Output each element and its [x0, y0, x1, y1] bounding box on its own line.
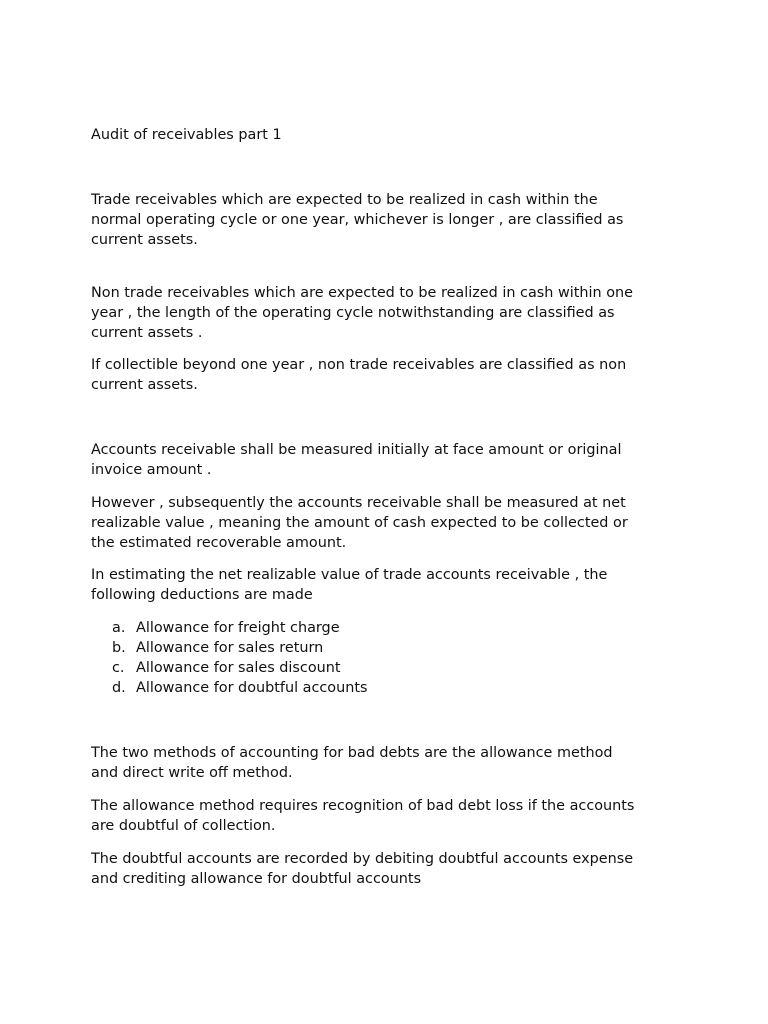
list-item-text: Allowance for doubtful accounts: [136, 680, 368, 696]
paragraph-bad-debt-methods: The two methods of accounting for bad debts are the allowance method and direct write off method.: [91, 745, 613, 781]
paragraph-collectible-beyond-one-year: If collectible beyond one year , non trade receivables are classified as non current assets.: [91, 357, 627, 393]
paragraph-initial-measurement: Accounts receivable shall be measured initially at face amount or original invoice amount .: [91, 442, 622, 478]
paragraph-allowance-method: The allowance method requires recognition of bad debt loss if the accounts are doubtful of collection.: [91, 798, 635, 834]
paragraph-trade-receivables: Trade receivables which are expected to be realized in cash within the normal operating cycle or one year, whichever is longer , are classified as current assets.: [91, 192, 624, 248]
list-marker: d.: [112, 680, 126, 696]
list-marker: c.: [112, 660, 125, 676]
list-item-text: Allowance for sales discount: [136, 660, 341, 676]
list-item-text: Allowance for freight charge: [136, 620, 340, 636]
list-item: [112, 638, 632, 658]
document-title: Audit of receivables part 1: [91, 127, 282, 143]
list-item: [112, 678, 632, 698]
deductions-list: [112, 618, 632, 698]
list-item: [112, 658, 632, 678]
list-item-text: Allowance for sales return: [136, 640, 324, 656]
paragraph-non-trade-receivables: Non trade receivables which are expected to be realized in cash within one year , the length of the operating cycle notwithstanding are classified as current assets .: [91, 285, 633, 341]
list-item: [112, 618, 632, 638]
list-marker: a.: [112, 620, 126, 636]
paragraph-recording-doubtful-accounts: The doubtful accounts are recorded by debiting doubtful accounts expense and crediting allowance for doubtful accounts: [91, 851, 634, 887]
list-marker: b.: [112, 640, 126, 656]
paragraph-subsequent-measurement: However , subsequently the accounts receivable shall be measured at net realizable value , meaning the amount of cash expected to be collected or the estimated recoverable amount.: [91, 495, 628, 551]
paragraph-deductions-intro: In estimating the net realizable value of trade accounts receivable , the following deductions are made: [91, 567, 608, 603]
